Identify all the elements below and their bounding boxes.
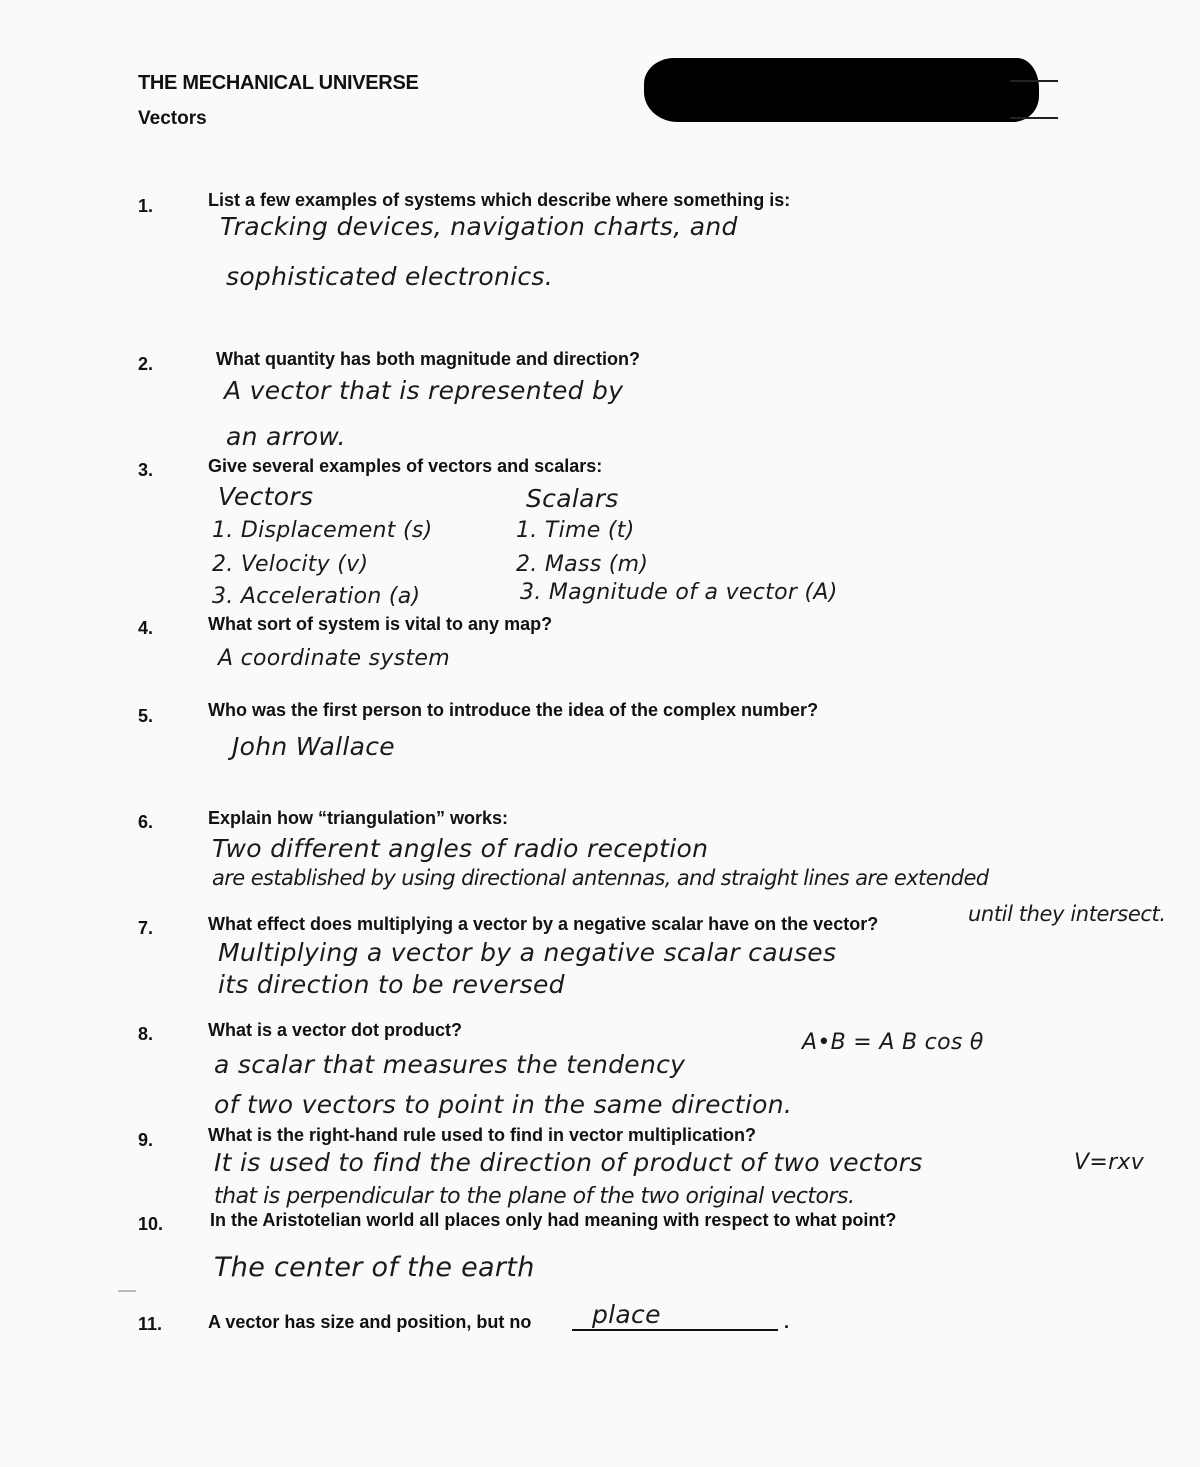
scalars-heading: Scalars (526, 484, 619, 513)
answer-line: are established by using directional antennas, and straight lines are extended (212, 866, 989, 890)
question-number: 1. (138, 196, 154, 216)
question-number: 11. (138, 1314, 163, 1334)
answer-line: until they intersect. (968, 902, 1166, 926)
answer-line: A vector that is represented by (224, 376, 624, 405)
question-text: Explain how “triangulation” works: (208, 808, 509, 828)
answer-line: A coordinate system (218, 646, 450, 671)
dot-product-formula: A•B = A B cos θ (802, 1030, 984, 1055)
question-number: 6. (138, 812, 154, 832)
scalar-example: 3. Magnitude of a vector (A) (520, 580, 838, 605)
answer-line: a scalar that measures the tendency (214, 1050, 686, 1079)
question-text: Who was the first person to introduce the idea of the complex number? (208, 700, 819, 720)
vector-example: 3. Acceleration (a) (212, 584, 421, 609)
worksheet-title: THE MECHANICAL UNIVERSE (138, 72, 419, 94)
answer-line: It is used to find the direction of product of two vectors (214, 1148, 923, 1177)
question-number: 7. (138, 918, 154, 938)
stray-mark (118, 1290, 136, 1292)
right-hand-rule-formula: V=rxv (1074, 1150, 1145, 1175)
sentence-end-period: . (784, 1312, 790, 1332)
worksheet-subtitle: Vectors (138, 108, 207, 129)
question-number: 8. (138, 1024, 154, 1044)
vectors-heading: Vectors (218, 482, 314, 511)
question-text: What sort of system is vital to any map? (208, 614, 553, 634)
vector-example: 2. Velocity (v) (212, 552, 369, 577)
answer-line: John Wallace (232, 732, 395, 761)
answer-line: Two different angles of radio reception (212, 834, 709, 863)
answer-line: The center of the earth (214, 1252, 535, 1283)
question-text: What effect does multiplying a vector by a negative scalar have on the vector? (208, 914, 879, 934)
answer-line: Tracking devices, navigation charts, and (220, 212, 738, 241)
answer-line: Multiplying a vector by a negative scalar causes (218, 938, 837, 967)
answer-line: an arrow. (226, 422, 346, 451)
question-text: A vector has size and position, but no (208, 1312, 532, 1332)
redaction-block (644, 58, 1039, 122)
question-text: In the Aristotelian world all places only had meaning with respect to what point? (210, 1210, 897, 1230)
redaction-line-top (1010, 80, 1058, 82)
answer-line: its direction to be reversed (218, 970, 565, 999)
redaction-line-bottom (1010, 117, 1058, 119)
vector-example: 1. Displacement (s) (212, 518, 433, 543)
answer-fill-in: place (592, 1300, 661, 1329)
question-text: Give several examples of vectors and scalars: (208, 456, 603, 476)
question-number: 2. (138, 354, 154, 374)
question-text: What quantity has both magnitude and direction? (216, 349, 640, 369)
answer-line: that is perpendicular to the plane of the two original vectors. (214, 1184, 855, 1209)
question-number: 9. (138, 1130, 154, 1150)
answer-line: sophisticated electronics. (226, 262, 553, 291)
question-text: What is a vector dot product? (208, 1020, 463, 1040)
question-number: 4. (138, 618, 154, 638)
scalar-example: 1. Time (t) (516, 518, 635, 543)
question-text: List a few examples of systems which describe where something is: (208, 190, 791, 210)
question-text: What is the right-hand rule used to find in vector multiplication? (208, 1125, 757, 1145)
scalar-example: 2. Mass (m) (516, 552, 649, 577)
question-number: 3. (138, 460, 154, 480)
question-number: 10. (138, 1214, 164, 1234)
question-number: 5. (138, 706, 154, 726)
answer-line: of two vectors to point in the same direction. (214, 1090, 793, 1119)
fill-in-blank-line (572, 1329, 778, 1331)
